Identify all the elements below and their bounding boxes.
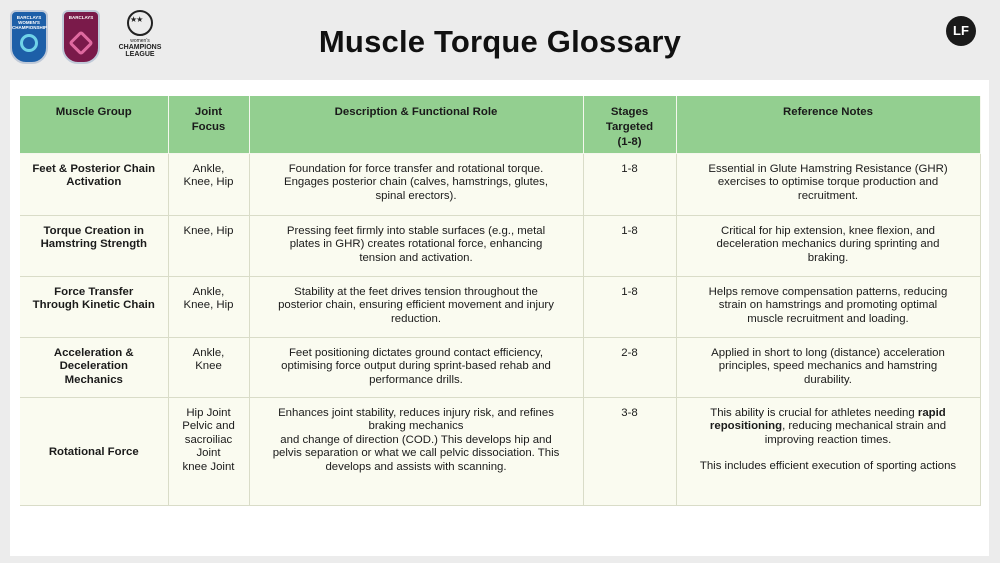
table-row (20, 397, 980, 505)
col-header-joint-focus: Joint Focus (168, 96, 249, 153)
table-row (20, 337, 980, 397)
cell-stages: 1-8 (583, 153, 676, 215)
col-header-stages: Stages Targeted (1-8) (583, 96, 676, 153)
cell-description: Pressing feet firmly into stable surfaces (e.g., metal plates in GHR) creates rotational force, enhancing tension and activation. (249, 215, 583, 276)
cell-joint-focus: Ankle, Knee, Hip (168, 276, 249, 337)
cell-joint-focus: Ankle, Knee, Hip (168, 153, 249, 215)
cell-muscle-group: Feet & Posterior Chain Activation (20, 153, 168, 215)
glossary-table (20, 96, 981, 506)
cell-muscle-group: Force Transfer Through Kinetic Chain (20, 276, 168, 337)
cell-joint-focus: Hip Joint Pelvic and sacroiliac Joint knee Joint (168, 397, 249, 505)
cell-stages: 1-8 (583, 276, 676, 337)
col-header-muscle-group: Muscle Group (20, 96, 168, 153)
cell-joint-focus: Knee, Hip (168, 215, 249, 276)
cell-description: Stability at the feet drives tension throughout the posterior chain, ensuring efficient movement and injury reduction. (249, 276, 583, 337)
glossary-panel (10, 80, 989, 556)
cell-stages: 1-8 (583, 215, 676, 276)
cell-reference-notes: Critical for hip extension, knee flexion, and deceleration mechanics during sprinting and braking. (676, 215, 980, 276)
ucl-logo-line1: women's (130, 38, 150, 44)
ucl-logo-line2: CHAMPIONS (118, 44, 162, 51)
cell-description: Foundation for force transfer and rotational torque. Engages posterior chain (calves, hamstrings, glutes, spinal erectors). (249, 153, 583, 215)
table-row (20, 276, 980, 337)
table-row (20, 153, 980, 215)
cell-muscle-group: Rotational Force (20, 397, 168, 505)
cell-stages: 2-8 (583, 337, 676, 397)
cell-reference-notes: Essential in Glute Hamstring Resistance (GHR) exercises to optimise torque production and recruitment. (676, 153, 980, 215)
col-header-reference-notes: Reference Notes (676, 96, 980, 153)
cell-reference-notes: Helps remove compensation patterns, reducing strain on hamstrings and promoting optimal muscle recruitment and loading. (676, 276, 980, 337)
table-row (20, 215, 980, 276)
cell-muscle-group: Torque Creation in Hamstring Strength (20, 215, 168, 276)
ucl-logo-line3: LEAGUE (125, 51, 155, 58)
womens-super-league-logo-text: BARCLAYS (68, 15, 94, 20)
col-header-description: Description & Functional Role (249, 96, 583, 153)
cell-description: Enhances joint stability, reduces injury risk, and refines braking mechanics and change of direction (COD.) This develops hip and pelvis separation or what we call pelvic dissociation. This develops and assists with scanning. (249, 397, 583, 505)
table-header-row (20, 96, 980, 153)
cell-muscle-group: Acceleration & Deceleration Mechanics (20, 337, 168, 397)
cell-joint-focus: Ankle, Knee (168, 337, 249, 397)
page-title: Muscle Torque Glossary (318, 24, 682, 59)
cell-reference-notes: Applied in short to long (distance) acceleration principles, speed mechanics and hamstring durability. (676, 337, 980, 397)
lf-brand-logo: LF (946, 16, 976, 46)
cell-description: Feet positioning dictates ground contact efficiency, optimising force output during sprint-based rehab and performance drills. (249, 337, 583, 397)
womens-championship-logo-text: BARCLAYS WOMEN'S CHAMPIONSHIP (12, 15, 48, 30)
cell-reference-notes: This ability is crucial for athletes needing rapid repositioning, reducing mechanical strain and improving reaction times. This includes efficient execution of sporting actions (676, 397, 980, 505)
cell-stages: 3-8 (583, 397, 676, 505)
